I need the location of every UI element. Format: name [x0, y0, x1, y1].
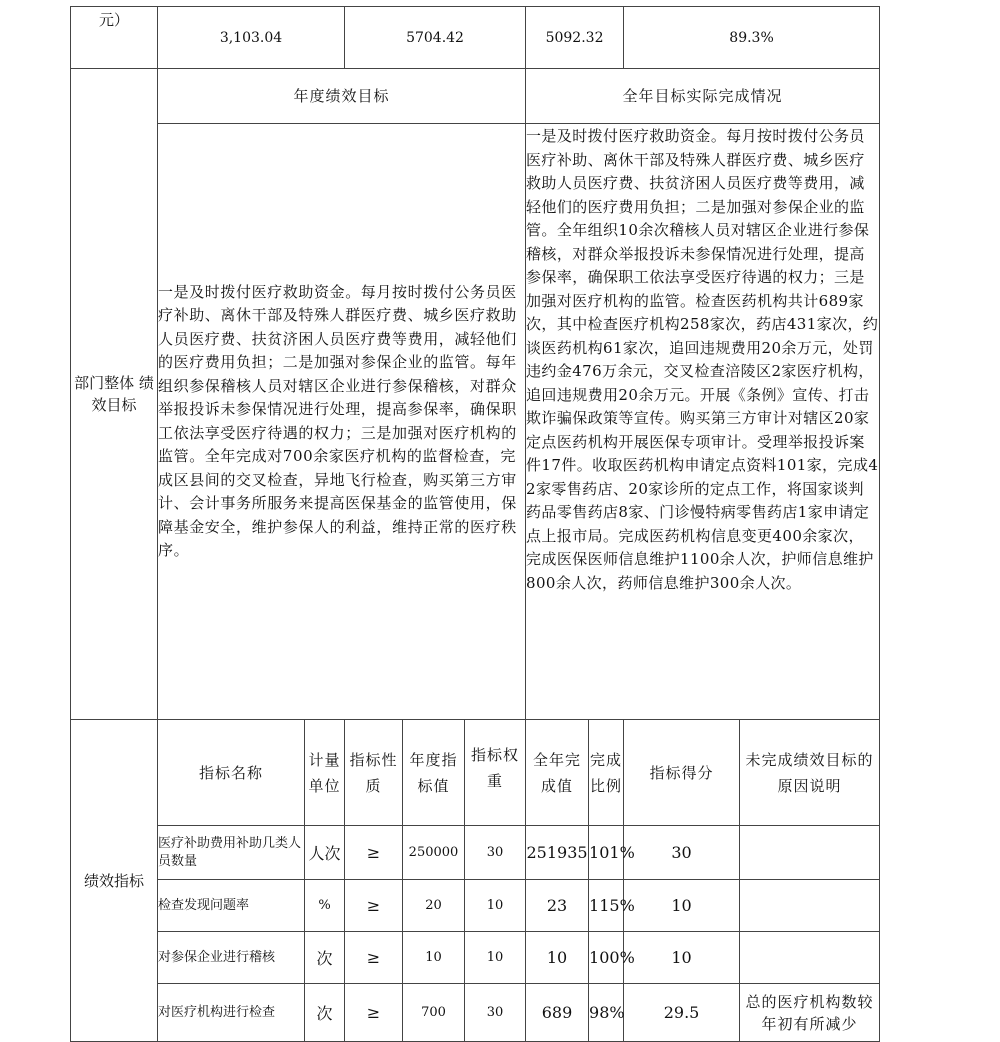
budget-row-label-tail: 元）: [98, 11, 129, 29]
indicator-target: 20: [403, 880, 465, 932]
indicator-target: 10: [403, 932, 465, 984]
indicator-nature: ≥: [345, 984, 403, 1042]
indicator-score: 30: [624, 826, 740, 880]
indicator-score: 10: [624, 932, 740, 984]
indicator-weight: 30: [465, 984, 526, 1042]
indicator-nature: ≥: [345, 880, 403, 932]
budget-value-1: 3,103.04: [158, 7, 345, 69]
indicator-actual: 23: [526, 880, 589, 932]
header-nature: 指标性质: [345, 720, 403, 826]
header-target: 年度指标值: [403, 720, 465, 826]
table-row: [71, 880, 880, 932]
budget-value-2: 5704.42: [345, 7, 526, 69]
indicator-score: 10: [624, 880, 740, 932]
indicator-unit: 次: [305, 984, 345, 1042]
indicators-section-label: 绩效指标: [71, 720, 158, 1042]
budget-row-label: [71, 7, 158, 69]
indicator-name: 检查发现问题率: [158, 880, 305, 932]
header-ratio: 完成比例: [589, 720, 624, 826]
indicator-name: 医疗补助费用补助几类人员数量: [158, 826, 305, 880]
header-score: 指标得分: [624, 720, 740, 826]
indicator-weight: 10: [465, 932, 526, 984]
budget-row: [71, 7, 880, 69]
indicator-unit: 人次: [305, 826, 345, 880]
indicator-target: 700: [403, 984, 465, 1042]
indicator-weight: 10: [465, 880, 526, 932]
header-weight: 指标权重: [465, 720, 526, 826]
indicator-header-row: [71, 720, 880, 826]
budget-value-3: 5092.32: [526, 7, 624, 69]
indicator-nature: ≥: [345, 826, 403, 880]
indicator-actual: 689: [526, 984, 589, 1042]
indicator-actual: 10: [526, 932, 589, 984]
actual-completion-text: 一是及时拨付医疗救助资金。每月按时拨付公务员医疗补助、离休干部及特殊人群医疗费、城乡医疗救助人员医疗费、扶贫济困人员医疗费等费用，减轻他们的医疗费用负担；二是加强对参保企业的监管。全年组织10余次稽核人员对辖区企业进行参保稽核，对群众举报投诉未参保情况进行处理，提高参保率，确保职工依法享受医疗待遇的权力；三是加强对医疗机构的监管。检查医药机构共计689家次，其中检查医疗机构258家次，药店431家次，约谈医药机构61家次，追回违规费用20余万元，处罚违约金476万余元，交叉检查涪陵区2家医疗机构，追回违规费用20余万元。开展《条例》宣传、打击欺诈骗保政策等宣传。购买第三方审计对辖区20家定点医药机构开展医保专项审计。受理举报投诉案件17件。收取医药机构申请定点资料101家，完成42家零售药店、20家诊所的定点工作，将国家谈判药品零售药店8家、门诊慢特病零售药店1家申请定点上报市局。完成医药机构信息变更400余家次，完成医保医师信息维护1100余人次，护师信息维护800余人次，药师信息维护300余人次。: [526, 124, 880, 720]
table-row: [71, 984, 880, 1042]
indicator-ratio: 101%: [589, 826, 624, 880]
header-reason: 未完成绩效目标的原因说明: [740, 720, 880, 826]
performance-table: [70, 6, 880, 1042]
header-indicator-name: 指标名称: [158, 720, 305, 826]
indicator-reason: [740, 880, 880, 932]
indicator-name: 对医疗机构进行检查: [158, 984, 305, 1042]
annual-goal-text: 一是及时拨付医疗救助资金。每月按时拨付公务员医疗补助、离休干部及特殊人群医疗费、城乡医疗救助人员医疗费、扶贫济困人员医疗费等费用，减轻他们的医疗费用负担；二是加强对参保企业的监管。每年组织参保稽核人员对辖区企业进行参保稽核，对群众举报投诉未参保情况进行处理，提高参保率，确保职工依法享受医疗待遇的权力；三是加强对医疗机构的监管。全年完成对700余家医疗机构的监督检查，完成区县间的交叉检查，异地飞行检查，购买第三方审计、会计事务所服务来提高医保基金的监管使用，保障基金安全，维护参保人的利益，维持正常的医疗秩序。: [158, 124, 526, 720]
indicator-target: 250000: [403, 826, 465, 880]
annual-goal-header: 年度绩效目标: [158, 69, 526, 124]
indicator-unit: %: [305, 880, 345, 932]
indicator-reason: 总的医疗机构数较年初有所减少: [740, 984, 880, 1042]
indicator-ratio: 98%: [589, 984, 624, 1042]
indicator-ratio: 115%: [589, 880, 624, 932]
indicator-weight: 30: [465, 826, 526, 880]
indicator-reason: [740, 826, 880, 880]
indicator-score: 29.5: [624, 984, 740, 1042]
table-row: [71, 932, 880, 984]
header-actual: 全年完成值: [526, 720, 589, 826]
indicator-nature: ≥: [345, 932, 403, 984]
indicator-unit: 次: [305, 932, 345, 984]
indicator-reason: [740, 932, 880, 984]
budget-value-4: 89.3%: [624, 7, 880, 69]
indicator-ratio: 100%: [589, 932, 624, 984]
indicator-actual: 251935: [526, 826, 589, 880]
table-row: [71, 826, 880, 880]
goals-section-label: 部门整体 绩效目标: [71, 69, 158, 720]
indicator-name: 对参保企业进行稽核: [158, 932, 305, 984]
header-unit: 计量单位: [305, 720, 345, 826]
actual-completion-header: 全年目标实际完成情况: [526, 69, 880, 124]
